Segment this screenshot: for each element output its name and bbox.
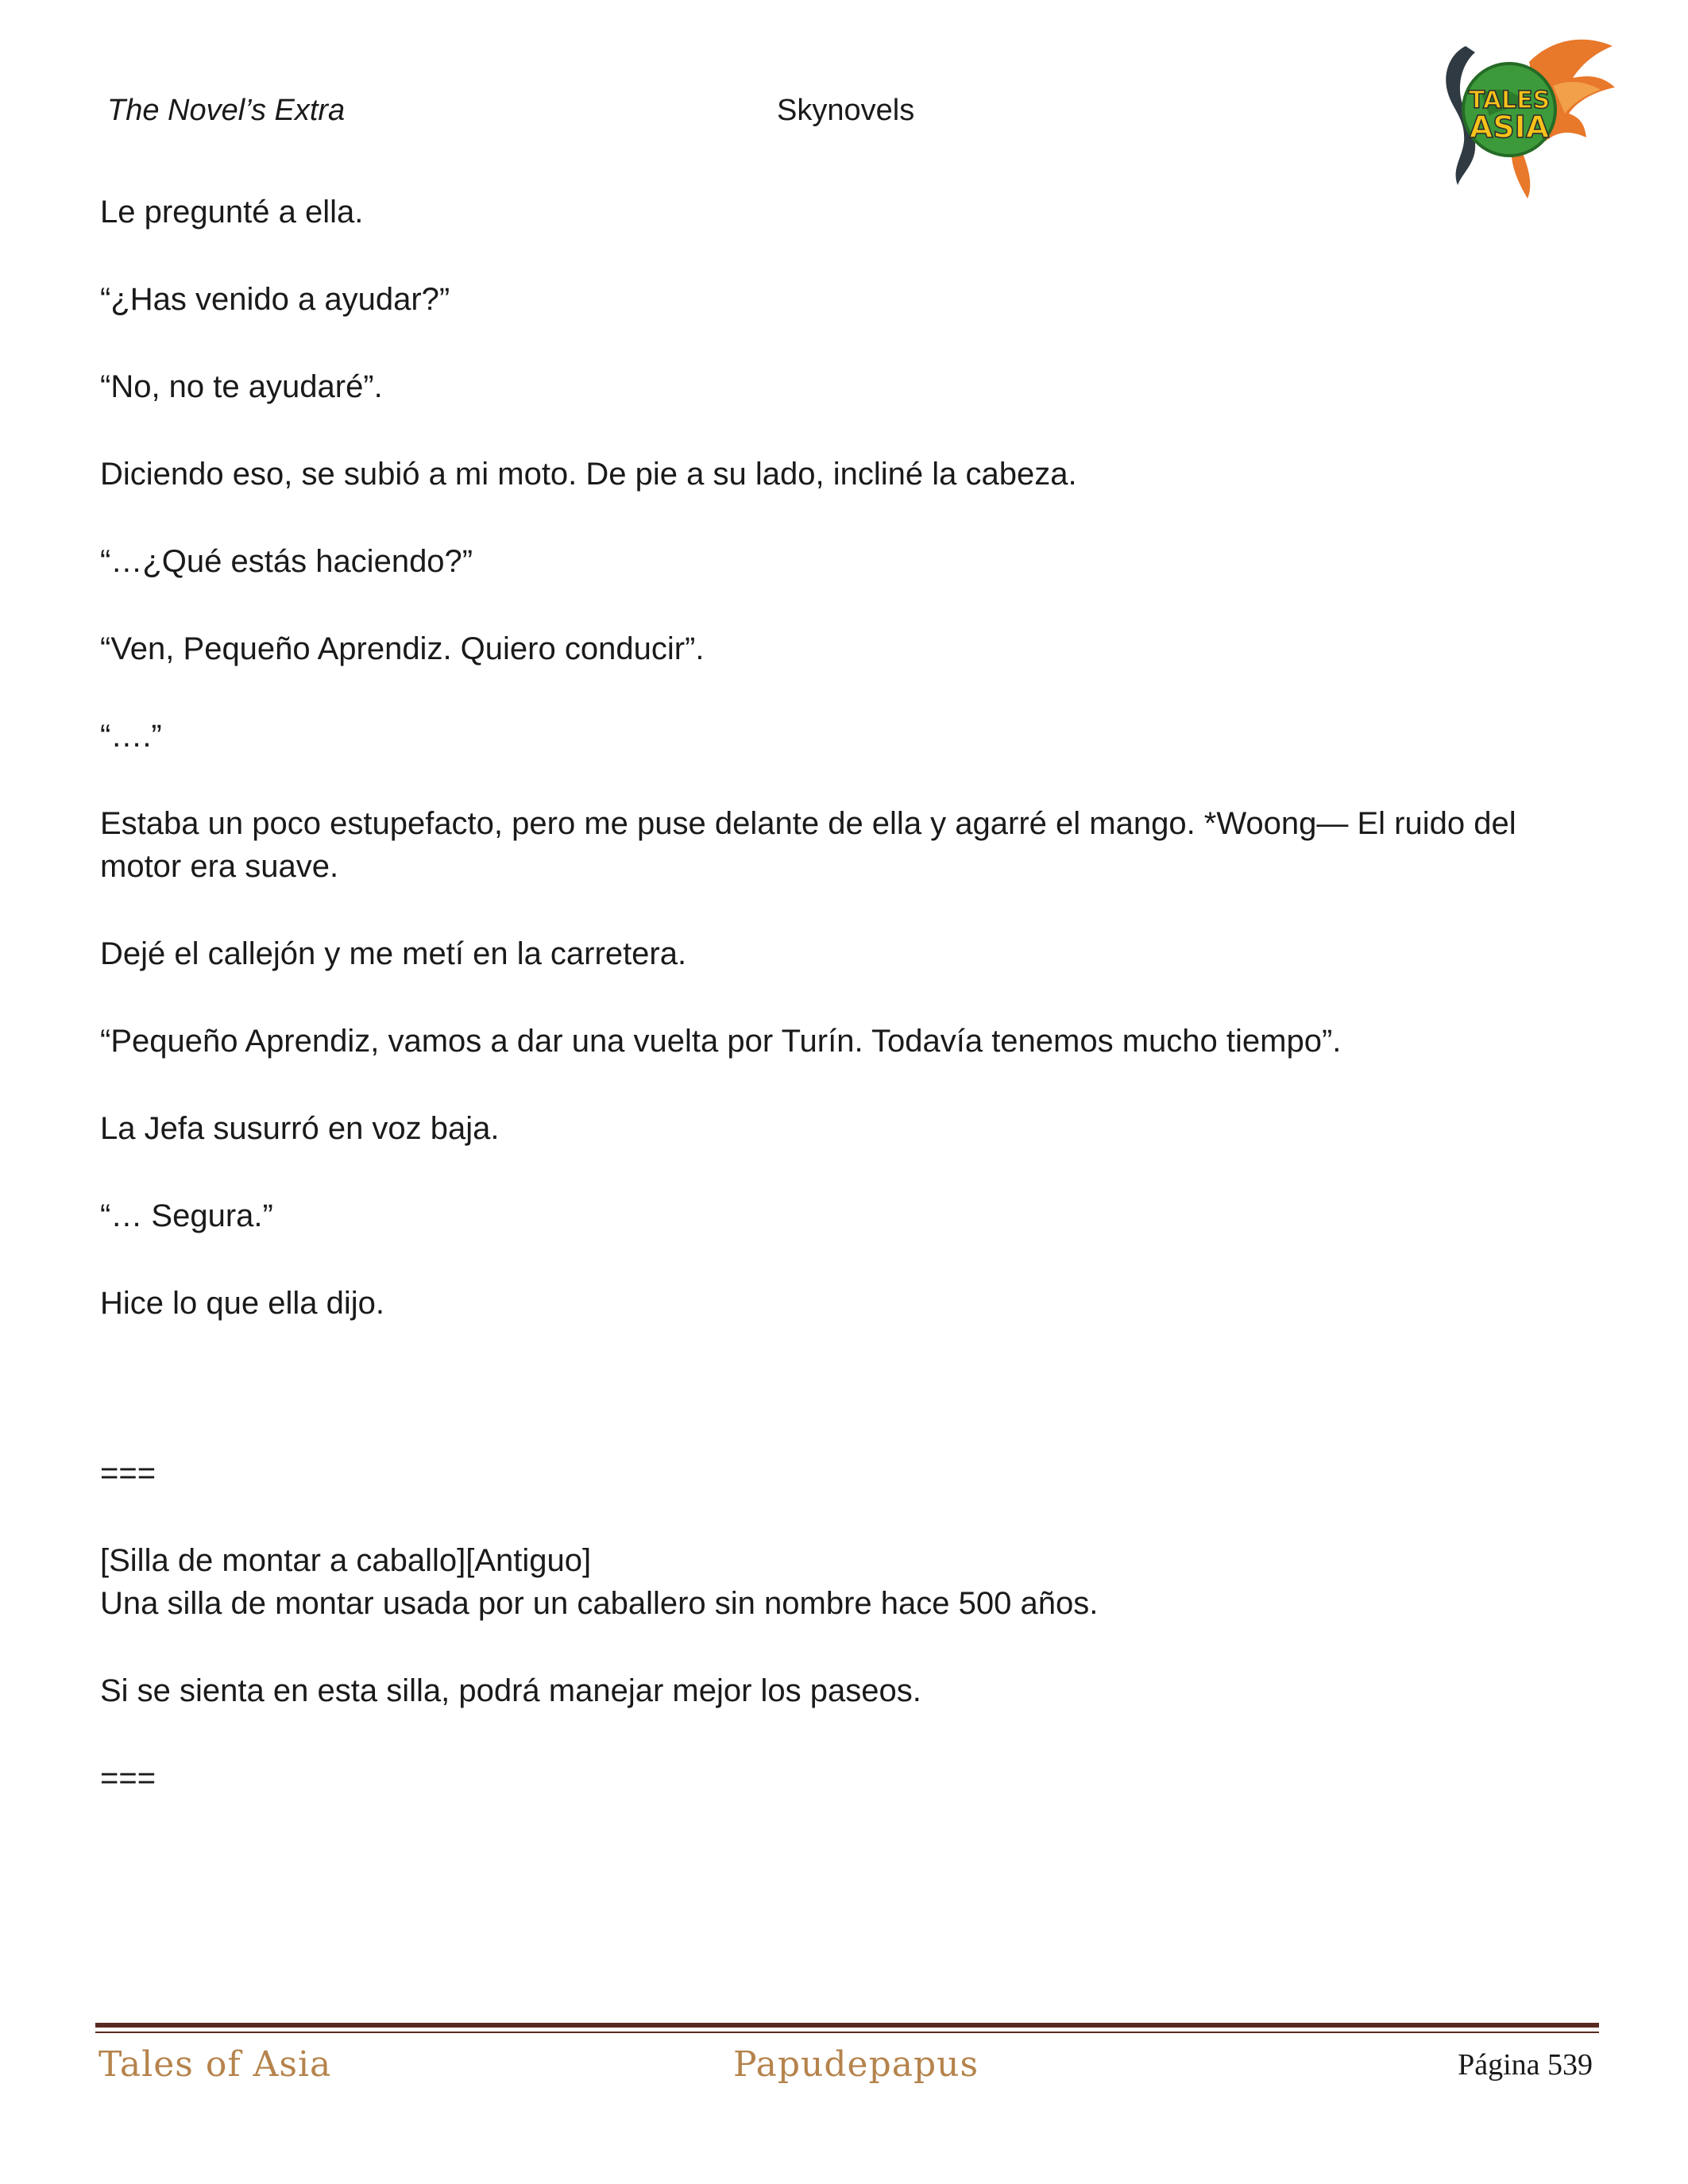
tales-of-asia-logo: [1434, 30, 1617, 201]
paragraph: “Pequeño Aprendiz, vamos a dar una vuelta por Turín. Todavía tenemos mucho tiempo”.: [100, 1024, 1342, 1059]
item-effect: Si se sienta en esta silla, podrá manejar mejor los paseos.: [100, 1673, 921, 1708]
paragraph: Le pregunté a ella.: [100, 195, 364, 230]
paragraph: “Ven, Pequeño Aprendiz. Quiero conducir”.: [100, 631, 705, 666]
paragraph: “No, no te ayudaré”.: [100, 369, 383, 404]
paragraph: “….”: [100, 719, 162, 754]
paragraph: Diciendo eso, se subió a mi moto. De pie a su lado, incliné la cabeza.: [100, 457, 1077, 492]
footer-publisher: Tales of Asia: [98, 2044, 332, 2085]
footer-rule-thin: [95, 2032, 1599, 2033]
header-novel-title: The Novel’s Extra: [107, 94, 346, 127]
chapter-body: [100, 191, 1593, 1844]
paragraph: “¿Has venido a ayudar?”: [100, 282, 450, 317]
logo-text-tales: TALES: [1468, 87, 1551, 114]
section-divider: ===: [100, 1456, 156, 1491]
logo-text-asia: ASIA: [1469, 110, 1550, 145]
paragraph: Estaba un poco estupefacto, pero me puse delante de ella y agarré el mango. *Woong— El ruido del motor era suave.: [100, 806, 1516, 884]
paragraph: “…¿Qué estás haciendo?”: [100, 544, 473, 579]
page-number: Página 539: [1458, 2048, 1593, 2082]
item-description: Una silla de montar usada por un caballero sin nombre hace 500 años.: [100, 1586, 1099, 1621]
footer-translator: Papudepapus: [733, 2044, 979, 2085]
paragraph: Hice lo que ella dijo.: [100, 1286, 384, 1321]
section-divider: ===: [100, 1761, 156, 1796]
paragraph: La Jefa susurró en voz baja.: [100, 1111, 500, 1146]
header-site-name: Skynovels: [777, 94, 915, 127]
paragraph: Dejé el callejón y me metí en la carretera.: [100, 936, 687, 971]
item-title: [Silla de montar a caballo][Antiguo]: [100, 1543, 592, 1578]
footer-rule: [95, 2023, 1599, 2028]
paragraph: “… Segura.”: [100, 1198, 273, 1233]
